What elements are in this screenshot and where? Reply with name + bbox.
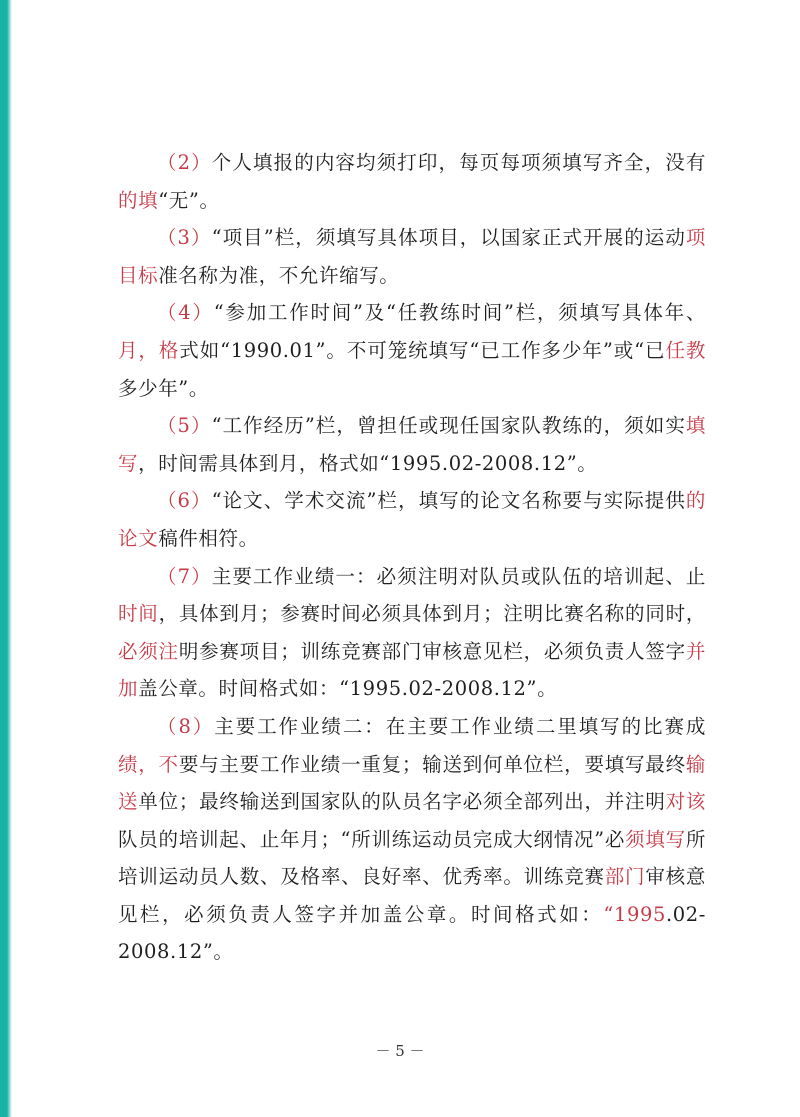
- item-text: 稿件相符。: [158, 526, 259, 550]
- item-text-red: 的论文: [118, 489, 706, 550]
- item-number: （5）: [157, 414, 212, 438]
- item-text-red: 项目标: [118, 226, 706, 287]
- item-text-red: 填写: [118, 414, 706, 475]
- item-number: （6）: [157, 489, 212, 513]
- item-text-red: 绩，不: [118, 752, 179, 776]
- item-text: .02-2008.12”。: [118, 902, 706, 964]
- item-text-red: 并加: [118, 639, 706, 701]
- item-text: “论文、学术交流”栏，填写的论文名称要与实际提供: [211, 489, 686, 513]
- item-text-red: 对该: [665, 790, 707, 814]
- item-text-red: 输送: [118, 752, 706, 814]
- item-text: 多少年”。: [118, 376, 209, 400]
- item-text-red: 任教: [665, 338, 706, 362]
- instruction-item-7: [118, 558, 706, 708]
- item-text: 个人填报的内容均须打印，每页每项须填写齐全，没有: [211, 151, 706, 174]
- item-text: “工作经历”栏，曾担任或现任国家队教练的，须如实: [211, 414, 686, 438]
- page-number: － 5 －: [375, 1042, 425, 1060]
- item-number: （3）: [157, 226, 212, 250]
- item-text: 明参赛项目；训练竞赛部门审核意见栏，必须负责人签字: [178, 639, 686, 663]
- item-text-red: 月，格: [118, 338, 180, 362]
- item-text: 盖公章。时间格式如：“1995.02-2008.12”。: [138, 677, 558, 701]
- item-text: 准名称为准，不允许缩写。: [158, 263, 400, 287]
- item-text: “无”。: [158, 188, 220, 212]
- item-text: 单位；最终输送到国家队的队员名字必须全部列出，并注明: [138, 790, 666, 814]
- item-text: ，具体到月；参赛时间必须具体到月；注明比赛名称的同时，: [158, 602, 707, 626]
- item-text: 审核意见栏，必须负责人签字并加盖公章。时间格式如：: [118, 865, 707, 926]
- item-text-red: 的填: [118, 188, 159, 212]
- item-text-red: “1995: [603, 902, 666, 926]
- item-number: （4）: [157, 301, 214, 325]
- item-text-red: 须填写: [625, 827, 686, 851]
- item-text: 所培训运动员人数、及格率、良好率、优秀率。训练竞赛: [118, 827, 706, 889]
- item-text-red: 部门: [604, 865, 646, 889]
- item-text-red: 时间: [118, 602, 159, 626]
- item-number: （7）: [157, 564, 212, 588]
- item-text: ，时间需具体到月，格式如“1995.02-2008.12”。: [138, 451, 598, 475]
- instruction-item-5: [118, 407, 706, 482]
- instruction-item-6: [118, 482, 706, 557]
- item-text: 要与主要工作业绩一重复；输送到何单位栏，要填写最终: [178, 752, 686, 776]
- item-text: “项目”栏，须填写具体项目，以国家正式开展的运动: [211, 226, 686, 250]
- item-number: （2）: [157, 151, 212, 174]
- item-number: （8）: [157, 714, 215, 738]
- instruction-item-2: [118, 144, 706, 219]
- instruction-item-3: [118, 219, 706, 294]
- item-text: “参加工作时间”及“任教练时间”栏，须填写具体年、: [213, 301, 706, 325]
- item-text: 主要工作业绩一：必须注明对队员或队伍的培训起、止: [211, 564, 706, 588]
- item-text: 队员的培训起、止年月；“所训练运动员完成大纲情况”必: [118, 827, 626, 851]
- instruction-item-8: [118, 708, 706, 971]
- item-text: 主要工作业绩二：在主要工作业绩二里填写的比赛成: [214, 714, 706, 738]
- item-text-red: 必须注: [118, 639, 179, 663]
- item-text: 式如“1990.01”。不可笼统填写“已工作多少年”或“已: [179, 338, 666, 362]
- instruction-item-4: [118, 294, 706, 407]
- instruction-list: [118, 144, 706, 971]
